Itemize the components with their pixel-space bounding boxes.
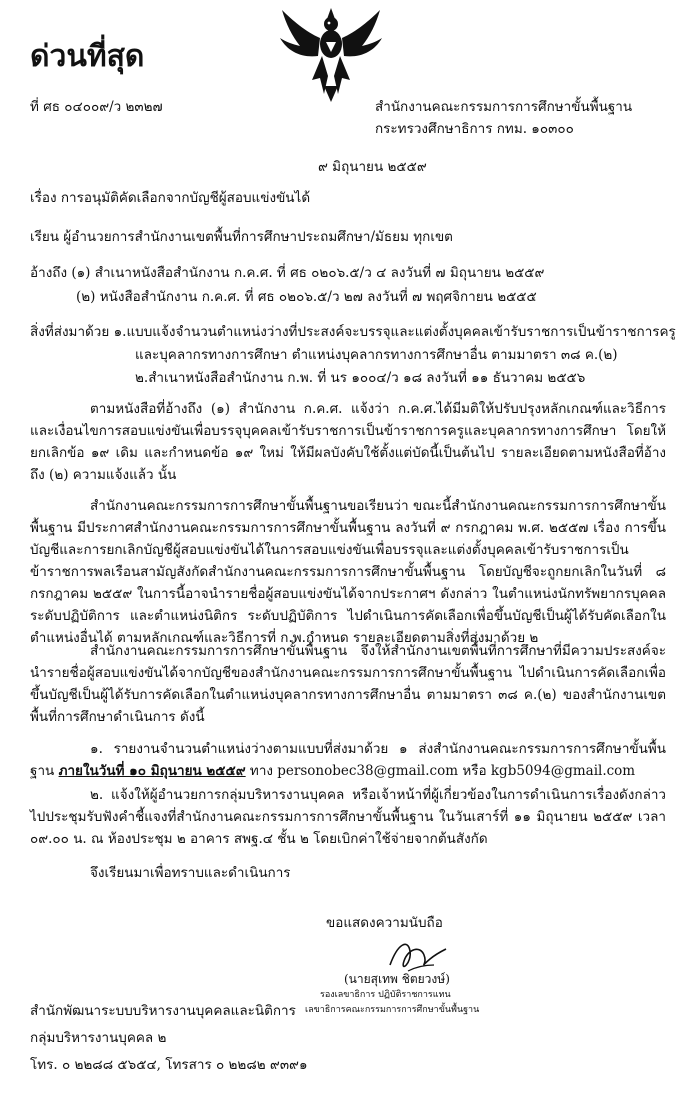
body-paragraph-2: สำนักงานคณะกรรมการการศึกษาขั้นพื้นฐานขอเรียนว่า ขณะนี้สำนักงานคณะกรรมการการศึกษาขั้นพื้นฐาน มีประกาศสำนักงานคณะกรรมการการศึกษาขั้นพื้นฐาน ลงวันที่ ๙ กรกฎาคม พ.ศ. ๒๕๕๗ เรื่อง การขึ้นบัญชีและการยกเลิกบัญชีผู้สอบแข่งขันได้ในการสอบแข่งขันเพื่อบรรจุและแต่งตั้งบุคคลเข้ารับราชการเป็นข้าราชการพลเรือนสามัญสังกัดสำนักงานคณะกรรมการการศึกษาขั้นพื้นฐาน โดยบัญชีจะถูกยกเลิกในวันที่ ๘ กรกฎาคม ๒๕๕๙ ในการนี้อาจนำรายชื่อผู้สอบแข่งขันได้จากประกาศฯ ดังกล่าว ในตำแหน่งนักทรัพยากรบุคคล ระดับปฏิบัติการ และตำแหน่งนิติกร ระดับปฏิบัติการ ไปดำเนินการคัดเลือกเพื่อขึ้นบัญชีเป็นผู้ได้รับคัดเลือกในตำแหน่งอื่นได้ ตามหลักเกณฑ์และวิธีการที่ ก.พ.กำหนด รายละเอียดตามสิ่งที่ส่งมาด้วย ๒ bbox=[30, 498, 666, 646]
urgency-label: ด่วนที่สุด bbox=[30, 39, 145, 74]
enclosure-1-continued: และบุคลากรทางการศึกษา ตำแหน่งบุคลากรทางการศึกษาอื่น ตามมาตรา ๓๘ ค.(๒) bbox=[135, 347, 618, 363]
footer-unit: สำนักพัฒนาระบบบริหารงานบุคคลและนิติการ bbox=[30, 1003, 296, 1019]
body-paragraph-5: ๒. แจ้งให้ผู้อำนวยการกลุ่มบริหารงานบุคคล หรือเจ้าหน้าที่ผู้เกี่ยวข้องในการดำเนินการเรื่องดังกล่าวไปประชุมรับฟังคำชี้แจงที่สำนักงานคณะกรรมการการศึกษาขั้นพื้นฐาน ในวันเสาร์ที่ ๑๑ มิถุนายน ๒๕๕๙ เวลา ๐๙.๐๐ น. ณ ห้องประชุม ๒ อาคาร สพฐ.๔ ชั้น ๒ โดยเบิกค่าใช้จ่ายจากต้นสังกัด bbox=[30, 787, 666, 847]
footer-phone: โทร. ๐ ๒๒๘๘ ๕๖๕๔, โทรสาร ๐ ๒๒๘๒ ๙๓๙๑ bbox=[30, 1057, 308, 1073]
enclosure-1: สิ่งที่ส่งมาด้วย ๑.แบบแจ้งจำนวนตำแหน่งว่างที่ประสงค์จะบรรจุและแต่งตั้งบุคคลเข้ารับราชการเป็นข้าราชการครู bbox=[30, 324, 676, 340]
item-1-deadline: ภายในวันที่ ๑๐ มิถุนายน ๒๕๕๙ bbox=[58, 763, 246, 779]
document-date: ๙ มิถุนายน ๒๕๕๙ bbox=[318, 159, 427, 175]
signatory-position-1: รองเลขาธิการ ปฏิบัติราชการแทน bbox=[320, 990, 451, 1000]
garuda-emblem-icon bbox=[276, 6, 386, 104]
regards-line: ขอแสดงความนับถือ bbox=[326, 915, 443, 931]
signatory-position-2: เลขาธิการคณะกรรมการการศึกษาขั้นพื้นฐาน bbox=[305, 1005, 480, 1015]
office-address: กระทรวงศึกษาธิการ กทม. ๑๐๓๐๐ bbox=[375, 121, 574, 137]
office-name: สำนักงานคณะกรรมการการศึกษาขั้นพื้นฐาน bbox=[375, 99, 633, 115]
document-number: ที่ ศธ ๐๔๐๐๙/ว ๒๓๒๗ bbox=[30, 99, 163, 115]
item-1-emails: ทาง personobec38@gmail.com หรือ kgb5094@gmail.com bbox=[245, 763, 636, 779]
subject-line: เรื่อง การอนุมัติคัดเลือกจากบัญชีผู้สอบแข่งขันได้ bbox=[30, 190, 311, 206]
body-paragraph-4 bbox=[30, 738, 666, 782]
item-1-text: ๑. รายงานจำนวนตำแหน่งว่างตามแบบที่ส่งมาด้วย ๑ ส่งสำนักงานคณะกรรมการการศึกษาขั้นพื้นฐาน bbox=[30, 741, 666, 779]
signatory-name: (นายสุเทพ ชิตยวงษ์) bbox=[344, 972, 450, 986]
body-paragraph-3: สำนักงานคณะกรรมการการศึกษาขั้นพื้นฐาน จึงให้สำนักงานเขตพื้นที่การศึกษาที่มีความประสงค์จะนำรายชื่อผู้สอบแข่งขันได้จากบัญชีของสำนักงานคณะกรรมการการศึกษาขั้นพื้นฐาน ไปดำเนินการคัดเลือกเพื่อขึ้นบัญชีเป็นผู้ได้รับการคัดเลือกในตำแหน่งบุคลากรทางการศึกษาอื่น ตามมาตรา ๓๘ ค.(๒) ของสำนักงานเขตพื้นที่การศึกษาดำเนินการ ดังนี้ bbox=[30, 643, 666, 725]
reference-2: (๒) หนังสือสำนักงาน ก.ค.ศ. ที่ ศธ ๐๒๐๖.๕/ว ๒๗ ลงวันที่ ๗ พฤศจิกายน ๒๕๕๕ bbox=[76, 289, 537, 305]
reference-1: อ้างถึง (๑) สำเนาหนังสือสำนักงาน ก.ค.ศ. ที่ ศธ ๐๒๐๖.๕/ว ๔ ลงวันที่ ๗ มิถุนายน ๒๕๕๙ bbox=[30, 265, 545, 281]
enclosure-2: ๒.สำเนาหนังสือสำนักงาน ก.พ. ที่ นร ๑๐๐๔/ว ๑๘ ลงวันที่ ๑๑ ธันวาคม ๒๕๕๖ bbox=[135, 370, 586, 386]
footer-group: กลุ่มบริหารงานบุคคล ๒ bbox=[30, 1030, 167, 1046]
recipient-line: เรียน ผู้อำนวยการสำนักงานเขตพื้นที่การศึกษาประถมศึกษา/มัธยม ทุกเขต bbox=[30, 229, 453, 245]
closing-line: จึงเรียนมาเพื่อทราบและดำเนินการ bbox=[90, 865, 291, 881]
body-paragraph-1: ตามหนังสือที่อ้างถึง (๑) สำนักงาน ก.ค.ศ. แจ้งว่า ก.ค.ศ.ได้มีมติให้ปรับปรุงหลักเกณฑ์และวิธีการและเงื่อนไขการสอบแข่งขันเพื่อบรรจุบุคคลเข้ารับราชการเป็นข้าราชการครูและบุคลากรทางการศึกษา โดยให้ยกเลิกข้อ ๑๙ เดิม และกำหนดข้อ ๑๙ ใหม่ ให้มีผลบังคับใช้ตั้งแต่บัดนี้เป็นต้นไป รายละเอียดตามหนังสือที่อ้างถึง (๒) ความแจ้งแล้ว นั้น bbox=[30, 401, 666, 483]
